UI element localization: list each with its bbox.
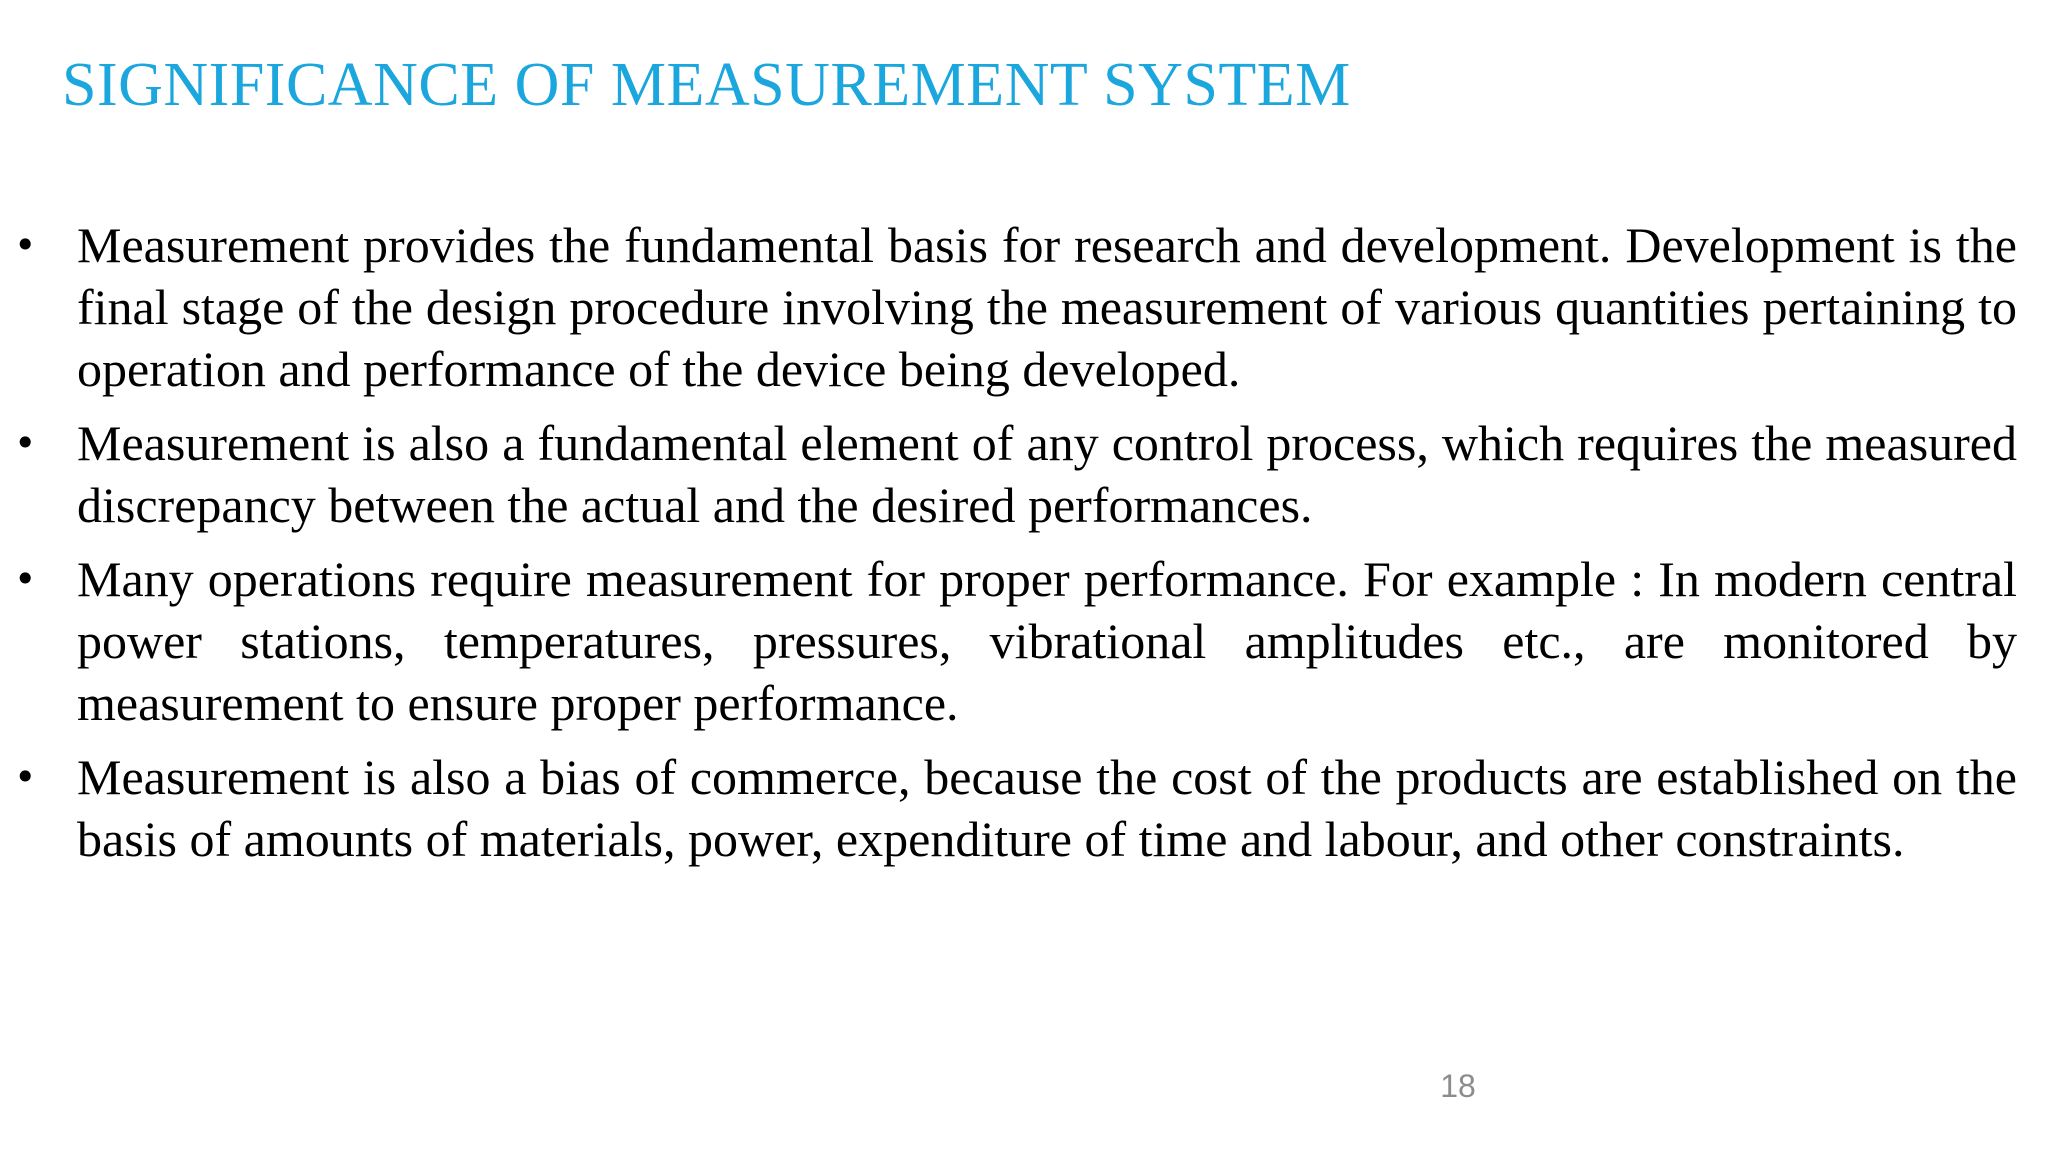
bullet-icon: • — [14, 557, 37, 601]
bullet-text-2: Measurement is also a fundamental element of any control process, which requires the measured discrepancy between the actual and the desired performances. — [77, 415, 2017, 533]
bullet-item-3 — [0, 548, 2017, 734]
bullet-item-4 — [0, 746, 2017, 870]
bullet-text-4: Measurement is also a bias of commerce, because the cost of the products are established on the basis of amounts of materials, power, expenditure of time and labour, and other constraints. — [77, 749, 2017, 867]
bullet-text-3: Many operations require measurement for proper performance. For example : In modern central power stations, temperatures, pressures, vibrational amplitudes etc., are monitored by measurement to ensure proper performance. — [77, 551, 2017, 731]
bullet-icon: • — [14, 755, 37, 799]
slide-title: SIGNIFICANCE OF MEASUREMENT SYSTEM — [62, 51, 1351, 119]
bullet-icon: • — [14, 223, 37, 267]
bullet-icon: • — [14, 421, 37, 465]
bullet-item-1 — [0, 214, 2017, 400]
bullet-text-1: Measurement provides the fundamental basis for research and development. Development is the final stage of the design procedure involving the measurement of various quantities pertaining to operation and performance of the device being developed. — [77, 217, 2017, 397]
bullet-item-2 — [0, 412, 2017, 536]
bullet-list — [0, 214, 2048, 882]
page-number: 18 — [1440, 1068, 1476, 1104]
